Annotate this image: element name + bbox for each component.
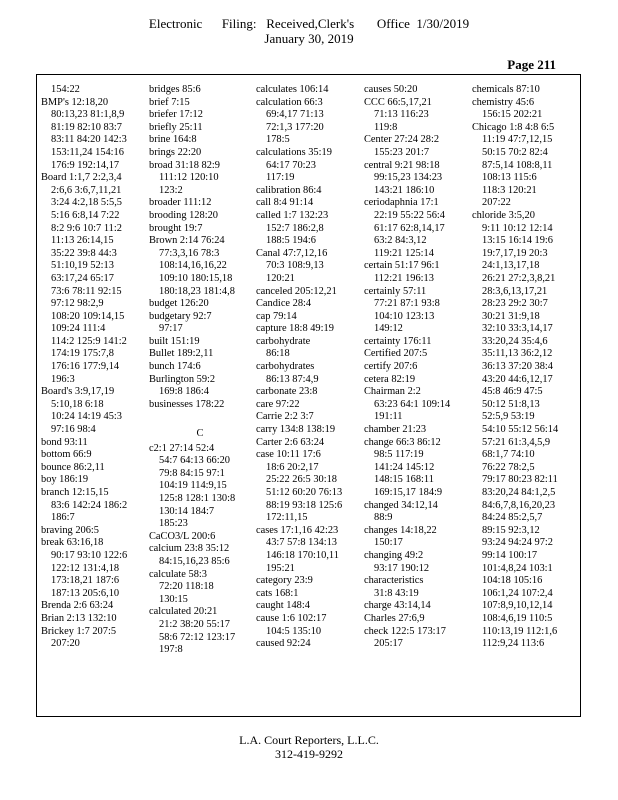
index-entry: 77:21 87:1 93:8 <box>374 298 440 310</box>
index-entry: BMP's 12:18,20 <box>41 96 109 108</box>
index-entry: 28:3,6,13,17,21 <box>482 285 548 297</box>
index-entry: 112:21 196:13 <box>374 272 434 284</box>
index-entry: 114:2 125:9 141:2 <box>51 335 127 347</box>
index-entry: 197:8 <box>159 644 183 656</box>
index-entry: 123:2 <box>159 184 183 196</box>
index-entry: 69:4,17 71:13 <box>266 109 324 121</box>
index-entry: calculate 58:3 <box>149 568 207 580</box>
index-entry: certainly 57:11 <box>364 285 427 297</box>
index-entry: certain 51:17 96:1 <box>364 260 440 272</box>
index-entry: 68:1,7 74:10 <box>482 449 535 461</box>
index-entry: 195:21 <box>266 562 295 574</box>
index-entry: 178:5 <box>266 134 290 146</box>
index-entry: 119:8 <box>374 121 398 133</box>
index-entry: 205:17 <box>374 638 403 650</box>
index-entry: Certified 207:5 <box>364 348 428 360</box>
index-entry: charge 43:14,14 <box>364 600 431 612</box>
index-entry: briefer 17:12 <box>149 109 203 121</box>
index-entry: 36:13 37:20 38:4 <box>482 361 554 373</box>
index-entry: break 63:16,18 <box>41 537 104 549</box>
index-entry: budgetary 92:7 <box>149 310 212 322</box>
filing-date: January 30, 2019 <box>264 31 354 46</box>
index-entry: 104:5 135:10 <box>266 625 322 637</box>
index-entry: 64:17 70:23 <box>266 159 316 171</box>
index-entry: 148:15 168:11 <box>374 474 434 486</box>
index-entry: 207:20 <box>51 638 80 650</box>
index-entry: canceled 205:12,21 <box>256 285 337 297</box>
index-entry: 186:7 <box>51 512 75 524</box>
index-entry: 104:10 123:13 <box>374 310 435 322</box>
index-entry: branch 12:15,15 <box>41 487 109 498</box>
index-entry: 86:18 <box>266 348 290 360</box>
index-entry: calcium 23:8 35:12 <box>149 543 230 555</box>
index-entry: 104:18 105:16 <box>482 575 543 587</box>
index-entry: calculations 35:19 <box>256 146 332 158</box>
index-entry: 10:24 14:19 45:3 <box>51 411 123 423</box>
index-entry: 88:9 <box>374 512 393 524</box>
index-entry: 63:2 84:3,12 <box>374 235 427 247</box>
index-entry: 2:6,6 3:6,7,11,21 <box>51 184 122 196</box>
index-entry: 63:17,24 65:17 <box>51 272 114 284</box>
index-entry: 61:17 62:8,14,17 <box>374 222 445 234</box>
court-reporter-phone: 312-419-9292 <box>275 747 343 761</box>
index-entry: 93:24 94:24 97:2 <box>482 537 554 549</box>
index-entry: broader 111:12 <box>149 197 212 209</box>
index-entry: 185:23 <box>159 518 188 530</box>
index-entry: caused 92:24 <box>256 638 311 650</box>
index-entry: 130:14 184:7 <box>159 505 215 517</box>
index-entry: 93:17 190:12 <box>374 562 430 574</box>
index-entry: 149:12 <box>374 323 403 335</box>
index-entry: briefly 25:11 <box>149 121 203 133</box>
index-entry: 156:15 202:21 <box>482 109 543 121</box>
index-entry: 83:6 142:24 186:2 <box>51 499 128 511</box>
index-entry: category 23:9 <box>256 575 313 587</box>
index-entry: calculation 66:3 <box>256 96 323 108</box>
index-entry: call 8:4 91:14 <box>256 197 314 209</box>
index-entry: 188:5 194:6 <box>266 235 316 247</box>
index-entry: 43:7 57:8 134:13 <box>266 537 338 549</box>
index-entry: c2:1 27:14 52:4 <box>149 442 215 454</box>
index-entry: central 9:21 98:18 <box>364 159 440 171</box>
index-entry: bridges 85:6 <box>149 84 201 95</box>
court-reporter-name: L.A. Court Reporters, L.L.C. <box>239 733 379 747</box>
index-entry: Carter 2:6 63:24 <box>256 436 325 448</box>
index-entry: 108:4,6,19 110:5 <box>482 612 553 624</box>
index-entry: 146:18 170:10,11 <box>266 549 339 561</box>
index-entry: 33:20,24 35:4,6 <box>482 335 548 347</box>
index-entry: 24:1,13,17,18 <box>482 260 540 272</box>
index-entry: 130:15 <box>159 593 188 605</box>
index-entry: 84:6,7,8,16,20,23 <box>482 499 556 511</box>
index-entry: 32:10 33:3,14,17 <box>482 323 553 335</box>
index-entry: Candice 28:4 <box>256 298 312 310</box>
index-entry: 117:19 <box>266 172 295 184</box>
index-entry: 80:13,23 81:1,8,9 <box>51 109 125 121</box>
index-entry: Chicago 1:8 4:8 6:5 <box>472 121 555 133</box>
index-entry: Bullet 189:2,11 <box>149 348 214 360</box>
index-entry: 108:13 115:6 <box>482 172 537 184</box>
index-entry: called 1:7 132:23 <box>256 209 329 221</box>
index-entry: 51:10,19 52:13 <box>51 260 114 272</box>
index-entry: 187:13 205:6,10 <box>51 587 120 599</box>
index-entry: 51:12 60:20 76:13 <box>266 487 343 498</box>
index-entry: Charles 27:6,9 <box>364 612 425 624</box>
index-entry: bottom 66:9 <box>41 449 92 461</box>
index-entry: 119:21 125:14 <box>374 247 434 259</box>
index-entry: 50:12 51:8,13 <box>482 398 540 410</box>
index-entry: certify 207:6 <box>364 361 418 373</box>
index-entry <box>149 411 251 424</box>
index-entry: broad 31:18 82:9 <box>149 159 220 171</box>
index-entry: 97:16 98:4 <box>51 424 96 436</box>
index-entry: 87:5,14 108:8,11 <box>482 159 553 171</box>
index-entry: 13:15 16:14 19:6 <box>482 235 554 247</box>
index-entry: budget 126:20 <box>149 298 209 310</box>
index-entry: 97:12 98:2,9 <box>51 298 104 310</box>
index-entry: 107:8,9,10,12,14 <box>482 600 553 612</box>
index-entry: 169:15,17 184:9 <box>374 487 443 498</box>
index-entry: 125:8 128:1 130:8 <box>159 493 236 504</box>
filing-header <box>0 16 618 46</box>
index-entry: 45:8 46:9 47:5 <box>482 386 543 398</box>
index-entry: bounce 86:2,11 <box>41 461 105 473</box>
index-entry: 22:19 55:22 56:4 <box>374 209 446 221</box>
index-entry: carbohydrate <box>256 335 311 347</box>
index-entry: capture 18:8 49:19 <box>256 323 334 335</box>
index-entry: 110:13,19 112:1,6 <box>482 625 558 637</box>
index-entry: 28:23 29:2 30:7 <box>482 298 548 310</box>
index-entry: carbonate 23:8 <box>256 386 318 398</box>
footer <box>0 733 618 761</box>
index-entry: calculated 20:21 <box>149 606 218 618</box>
index-entry: 109:10 180:15,18 <box>159 272 233 284</box>
index-entry: 79:8 84:15 97:1 <box>159 467 225 479</box>
index-entry: 50:15 70:2 82:4 <box>482 146 548 158</box>
index-entry: boy 186:19 <box>41 474 89 486</box>
index-entry: brooding 128:20 <box>149 209 218 221</box>
index-entry: 99:15,23 134:23 <box>374 172 443 184</box>
index-entry: 141:24 145:12 <box>374 461 435 473</box>
index-entry: 77:3,3,16 78:3 <box>159 247 220 259</box>
index-entry: calculates 106:14 <box>256 84 329 95</box>
index-entry: 70:3 108:9,13 <box>266 260 324 272</box>
index-entry: 108:20 109:14,15 <box>51 310 125 322</box>
index-entry: case 10:11 17:6 <box>256 449 321 461</box>
index-entry: 84:24 85:2,5,7 <box>482 512 543 524</box>
index-entry: 81:19 82:10 83:7 <box>51 121 123 133</box>
index-entry: 63:23 64:1 109:14 <box>374 398 451 410</box>
index-entry: 176:16 177:9,14 <box>51 361 120 373</box>
index-entry: Brickey 1:7 207:5 <box>41 625 117 637</box>
index-entry: 152:7 186:2,8 <box>266 222 324 234</box>
index-entry: 11:13 26:14,15 <box>51 235 114 247</box>
index-entry: ceriodaphnia 17:1 <box>364 197 439 209</box>
index-entry: characteristics <box>364 575 424 587</box>
index-column-2 <box>149 84 251 657</box>
index-entry: 26:21 27:2,3,8,21 <box>482 272 556 284</box>
index-entry: 52:5,9 53:19 <box>482 411 535 423</box>
index-entry: 90:17 93:10 122:6 <box>51 549 128 561</box>
index-entry: 83:20,24 84:1,2,5 <box>482 487 556 498</box>
index-entry: brings 22:20 <box>149 146 202 158</box>
index-entry: 88:19 93:18 125:6 <box>266 499 343 511</box>
index-entry: cause 1:6 102:17 <box>256 612 327 624</box>
index-entry: certainty 176:11 <box>364 335 432 347</box>
index-entry: Carrie 2:2 3:7 <box>256 411 314 423</box>
index-entry: 174:19 175:7,8 <box>51 348 114 360</box>
index-entry: 97:17 <box>159 323 183 335</box>
index-entry: built 151:19 <box>149 335 200 347</box>
index-entry: care 97:22 <box>256 398 300 410</box>
index-entry: 99:14 100:17 <box>482 549 538 561</box>
index-entry: 19:7,17,19 20:3 <box>482 247 548 259</box>
index-entry: 11:19 47:7,12,15 <box>482 134 553 146</box>
index-entry: 43:20 44:6,12,17 <box>482 373 553 385</box>
index-entry: chemicals 87:10 <box>472 84 540 95</box>
index-entry: 104:19 114:9,15 <box>159 480 227 492</box>
index-entry: 106:1,24 107:2,4 <box>482 587 553 599</box>
index-entry: brief 7:15 <box>149 96 190 108</box>
index-entry: cases 17:1,16 42:23 <box>256 524 339 536</box>
index-entry: 76:22 78:2,5 <box>482 461 535 473</box>
index-entry: 169:8 186:4 <box>159 386 209 398</box>
index-entry: 3:24 4:2,18 5:5,5 <box>51 197 123 209</box>
index-entry: cetera 82:19 <box>364 373 416 385</box>
index-entry: 143:21 186:10 <box>374 184 435 196</box>
index-entry: changes 14:18,22 <box>364 524 437 536</box>
index-entry: 109:24 111:4 <box>51 323 106 335</box>
index-column-3 <box>256 84 360 651</box>
index-entry: 120:21 <box>266 272 295 284</box>
index-entry: chamber 21:23 <box>364 424 427 436</box>
index-entry: 30:21 31:9,18 <box>482 310 540 322</box>
index-entry: 172:11,15 <box>266 512 308 524</box>
index-entry: carry 134:8 138:19 <box>256 424 336 436</box>
index-entry: 72:1,3 177:20 <box>266 121 324 133</box>
index-entry: 191:11 <box>374 411 403 423</box>
index-entry: 122:12 131:4,18 <box>51 562 120 574</box>
index-entry: 154:22 <box>51 84 80 95</box>
index-entry: 35:22 39:8 44:3 <box>51 247 117 259</box>
index-entry: CCC 66:5,17,21 <box>364 96 432 108</box>
filing-stamp: Electronic Filing: Received,Clerk's Office 1/30/2019 <box>148 16 470 31</box>
index-entry: CaCO3/L 200:6 <box>149 530 216 542</box>
index-entry: cap 79:14 <box>256 310 297 322</box>
index-entry: Burlington 59:2 <box>149 373 216 385</box>
index-entry: check 122:5 173:17 <box>364 625 446 637</box>
index-entry: 118:3 120:21 <box>482 184 537 196</box>
index-entry: 79:17 80:23 82:11 <box>482 474 558 486</box>
index-entry: Board 1:1,7 2:2,3,4 <box>41 172 122 184</box>
index-entry: 180:18,23 181:4,8 <box>159 285 235 297</box>
index-section-letter: C <box>196 428 204 440</box>
index-entry: carbohydrates <box>256 361 315 373</box>
index-entry: 112:9,24 113:6 <box>482 638 545 650</box>
index-entry: 57:21 61:3,4,5,9 <box>482 436 551 448</box>
index-entry: brine 164:8 <box>149 134 197 146</box>
index-entry: 108:14,16,16,22 <box>159 260 227 272</box>
index-entry: calibration 86:4 <box>256 184 322 196</box>
index-entry: 72:20 118:18 <box>159 581 214 593</box>
index-entry: 84:15,16,23 85:6 <box>159 555 230 567</box>
index-entry: 196:3 <box>51 373 75 385</box>
index-entry: 71:13 116:23 <box>374 109 429 121</box>
index-entry: 54:7 64:13 66:20 <box>159 455 231 467</box>
index-entry: changed 34:12,14 <box>364 499 438 511</box>
index-entry: cats 168:1 <box>256 587 299 599</box>
index-entry: braving 206:5 <box>41 524 100 536</box>
index-entry: 54:10 55:12 56:14 <box>482 424 559 436</box>
index-entry: 155:23 201:7 <box>374 146 430 158</box>
index-entry: chemistry 45:6 <box>472 96 535 108</box>
index-entry: 58:6 72:12 123:17 <box>159 631 236 643</box>
index-entry: changing 49:2 <box>364 549 424 561</box>
index-entry: businesses 178:22 <box>149 398 225 410</box>
index-entry: Brown 2:14 76:24 <box>149 235 225 247</box>
index-entry: 176:9 192:14,17 <box>51 159 120 171</box>
index-entry: 153:11,24 154:16 <box>51 146 124 158</box>
index-column-1 <box>41 84 141 651</box>
index-entry: 89:15 92:3,12 <box>482 524 540 536</box>
index-column-4 <box>364 84 470 651</box>
index-column-5 <box>472 84 578 651</box>
index-entry: 31:8 43:19 <box>374 587 419 599</box>
index-entry: 98:5 117:19 <box>374 449 424 461</box>
index-entry: bond 93:11 <box>41 436 88 448</box>
index-entry: brought 19:7 <box>149 222 203 234</box>
index-entry: 83:11 84:20 142:3 <box>51 134 127 146</box>
index-entry: 25:22 26:5 30:18 <box>266 474 338 486</box>
index-entry: 173:18,21 187:6 <box>51 575 120 587</box>
index-entry: 8:2 9:6 10:7 11:2 <box>51 222 122 234</box>
index-entry: 73:6 78:11 92:15 <box>51 285 122 297</box>
index-entry: change 66:3 86:12 <box>364 436 441 448</box>
index-entry: Chairman 2:2 <box>364 386 421 398</box>
index-entry: Brian 2:13 132:10 <box>41 612 117 624</box>
index-entry: 5:10,18 6:18 <box>51 398 104 410</box>
index-entry: causes 50:20 <box>364 84 418 95</box>
index-entry: chloride 3:5,20 <box>472 209 535 221</box>
index-entry: Board's 3:9,17,19 <box>41 386 115 398</box>
index-entry: 111:12 120:10 <box>159 172 219 184</box>
index-entry: caught 148:4 <box>256 600 310 612</box>
index-entry: Canal 47:7,12,16 <box>256 247 328 259</box>
index-entry: 21:2 38:20 55:17 <box>159 618 231 630</box>
index-entry: 35:11,13 36:2,12 <box>482 348 553 360</box>
index-entry: Center 27:24 28:2 <box>364 134 440 146</box>
index-entry: 18:6 20:2,17 <box>266 461 319 473</box>
index-entry: bunch 174:6 <box>149 361 201 373</box>
index-entry: 207:22 <box>482 197 511 209</box>
index-entry: 150:17 <box>374 537 403 549</box>
index-entry: Brenda 2:6 63:24 <box>41 600 114 612</box>
index-entry: 5:16 6:8,14 7:22 <box>51 209 120 221</box>
index-entry: 86:13 87:4,9 <box>266 373 319 385</box>
page-number: Page 211 <box>507 57 556 72</box>
index-entry: 101:4,8,24 103:1 <box>482 562 553 574</box>
index-entry: 9:11 10:12 12:14 <box>482 222 553 234</box>
